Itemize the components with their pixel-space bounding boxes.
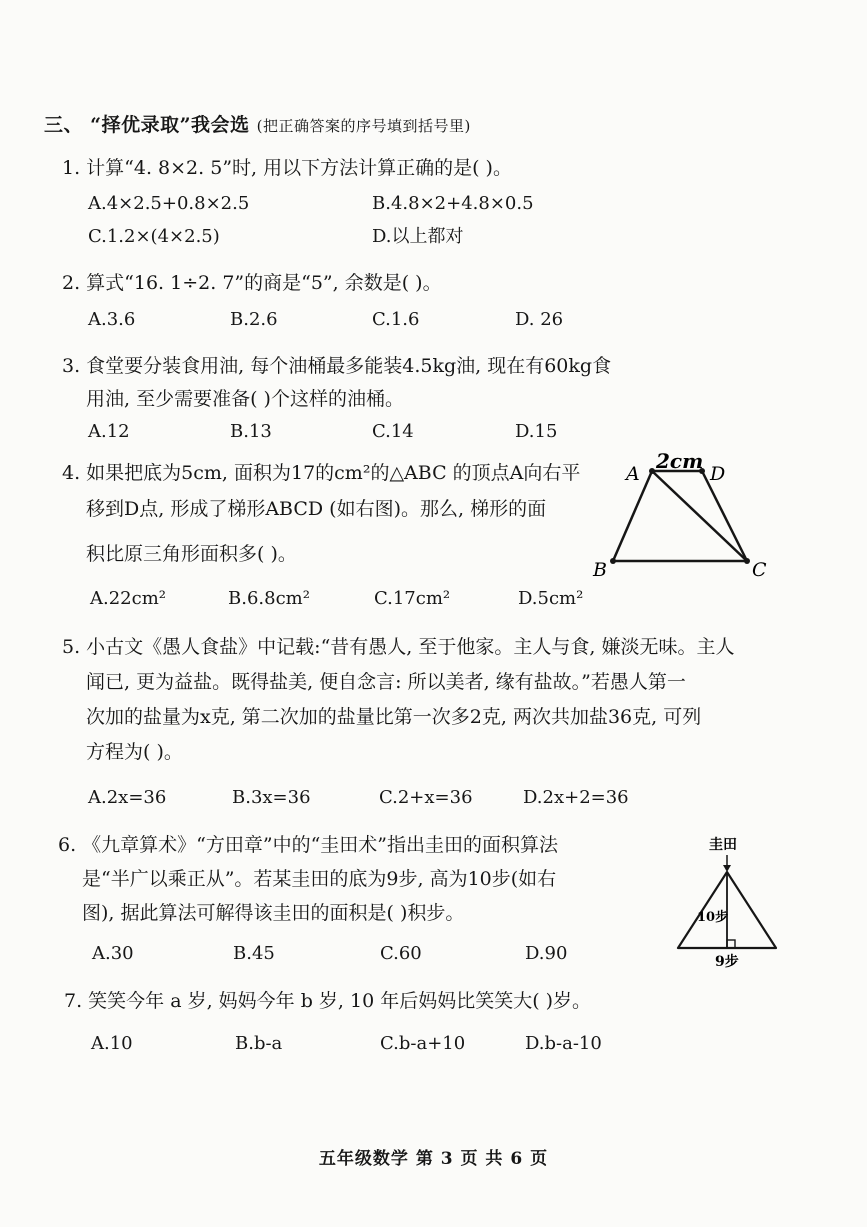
question-6-line-1: 6. 《九章算术》“方田章”中的“圭田术”指出圭田的面积算法 bbox=[58, 834, 559, 856]
question-3-line-2: 用油, 至少需要准备( )个这样的油桶。 bbox=[86, 388, 404, 410]
question-6-option-b: B.45 bbox=[233, 943, 275, 964]
question-2-option-b: B.2.6 bbox=[230, 309, 278, 330]
section-number: 三、 bbox=[44, 114, 84, 136]
question-3-line-1: 3. 食堂要分装食用油, 每个油桶最多能装4.5kg油, 现在有60kg食 bbox=[62, 355, 612, 377]
question-1-option-a: A.4×2.5+0.8×2.5 bbox=[88, 193, 250, 214]
question-7-option-c: C.b-a+10 bbox=[380, 1033, 466, 1054]
question-1-option-c: C.1.2×(4×2.5) bbox=[88, 226, 220, 247]
question-6-line-3: 图), 据此算法可解得该圭田的面积是( )积步。 bbox=[82, 902, 465, 924]
section-title: “择优录取”我会选 bbox=[90, 114, 250, 136]
question-3-option-d: D.15 bbox=[515, 421, 558, 442]
question-3-option-a: A.12 bbox=[88, 421, 130, 442]
gui-tian-title: 圭田 bbox=[709, 837, 737, 853]
question-5-line-3: 次加的盐量为x克, 第二次加的盐量比第一次多2克, 两次共加盐36克, 可列 bbox=[86, 706, 702, 728]
section-instructions: (把正确答案的序号填到括号里) bbox=[256, 117, 471, 135]
trapezoid-figure bbox=[590, 448, 780, 588]
vertex-c-label: C bbox=[752, 559, 767, 581]
top-length-label: 2cm bbox=[656, 449, 704, 473]
question-7-text: 7. 笑笑今年 a 岁, 妈妈今年 b 岁, 10 年后妈妈比笑笑大( )岁。 bbox=[64, 990, 592, 1012]
question-7-option-a: A.10 bbox=[91, 1033, 133, 1054]
vertex-d-label: D bbox=[710, 463, 726, 485]
question-4-option-d: D.5cm² bbox=[518, 588, 584, 609]
question-5-line-1: 5. 小古文《愚人食盐》中记载:“昔有愚人, 至于他家。主人与食, 嫌淡无味。主人 bbox=[62, 636, 735, 658]
question-5-line-4: 方程为( )。 bbox=[86, 741, 183, 763]
question-7-option-d: D.b-a-10 bbox=[525, 1033, 602, 1054]
question-5-option-d: D.2x+2=36 bbox=[523, 787, 629, 808]
question-6-line-2: 是“半广以乘正从”。若某圭田的底为9步, 高为10步(如右 bbox=[82, 868, 557, 890]
base-label: 9步 bbox=[715, 954, 739, 970]
question-5-option-a: A.2x=36 bbox=[88, 787, 167, 808]
question-5-option-b: B.3x=36 bbox=[232, 787, 311, 808]
question-2-text: 2. 算式“16. 1÷2. 7”的商是“5”, 余数是( )。 bbox=[62, 272, 442, 294]
question-4-line-1: 4. 如果把底为5cm, 面积为17的cm²的△ABC 的顶点A向右平 bbox=[62, 462, 581, 484]
question-7-option-b: B.b-a bbox=[235, 1033, 283, 1054]
question-4-option-c: C.17cm² bbox=[374, 588, 451, 609]
question-2-option-a: A.3.6 bbox=[88, 309, 136, 330]
question-4-option-a: A.22cm² bbox=[90, 588, 166, 609]
vertex-b-label: B bbox=[593, 559, 607, 581]
right-angle-mark bbox=[727, 940, 735, 948]
question-4-line-2: 移到D点, 形成了梯形ABCD (如右图)。那么, 梯形的面 bbox=[86, 498, 547, 520]
diagonal-ac bbox=[652, 471, 747, 561]
question-5-option-c: C.2+x=36 bbox=[379, 787, 473, 808]
question-1-option-b: B.4.8×2+4.8×0.5 bbox=[372, 193, 534, 214]
question-6-option-c: C.60 bbox=[380, 943, 422, 964]
question-1-option-d: D.以上都对 bbox=[372, 226, 464, 247]
height-label: 10步 bbox=[697, 910, 729, 925]
gui-tian-figure bbox=[665, 825, 785, 975]
question-1-text: 1. 计算“4. 8×2. 5”时, 用以下方法计算正确的是( )。 bbox=[62, 157, 512, 179]
question-3-option-b: B.13 bbox=[230, 421, 272, 442]
question-2-option-d: D. 26 bbox=[515, 309, 564, 330]
question-3-option-c: C.14 bbox=[372, 421, 414, 442]
question-4-option-b: B.6.8cm² bbox=[228, 588, 310, 609]
vertex-a-label: A bbox=[626, 463, 640, 485]
question-4-line-3: 积比原三角形面积多( )。 bbox=[86, 543, 297, 565]
question-2-option-c: C.1.6 bbox=[372, 309, 420, 330]
question-6-option-d: D.90 bbox=[525, 943, 568, 964]
question-5-line-2: 闻已, 更为益盐。既得盐美, 便自念言: 所以美者, 缘有盐故。”若愚人第一 bbox=[86, 671, 686, 693]
page-footer: 五年级数学 第 3 页 共 6 页 bbox=[318, 1149, 549, 1169]
section-header bbox=[44, 110, 471, 137]
question-6-option-a: A.30 bbox=[92, 943, 134, 964]
